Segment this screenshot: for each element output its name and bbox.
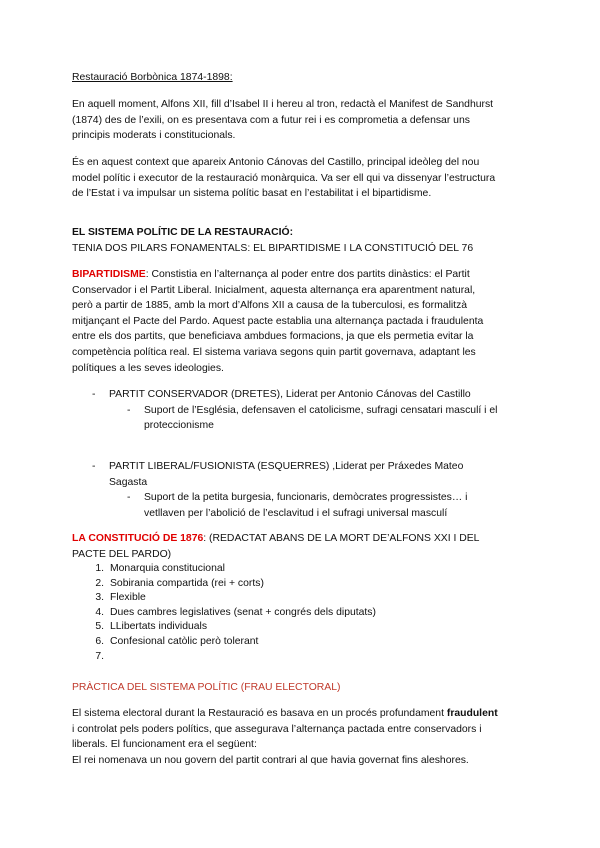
bipartidisme-paragraph bbox=[72, 267, 530, 376]
practica-heading-block bbox=[72, 680, 530, 696]
text-line: El rei nomenava un nou govern del partit contrari al que havia governat fins aleshores. bbox=[72, 754, 469, 766]
party-name: PARTIT CONSERVADOR (DRETES), Liderat per Antonio Cánovas del Castillo bbox=[109, 389, 471, 400]
party-name: Sagasta bbox=[109, 476, 148, 488]
party-detail: vetllaven per l’abolició de l’esclavitud i el sufragi universal masculí bbox=[144, 507, 448, 519]
heading-block bbox=[72, 70, 530, 86]
section-subtitle: TENIA DOS PILARS FONAMENTALS: EL BIPARTIDISME I LA CONSTITUCIÓ DEL 76 bbox=[72, 242, 474, 254]
intro-paragraph-1 bbox=[72, 97, 530, 144]
text-line: Conservador i el Partit Liberal. Inicialment, aquesta alternança era aparentment natural, bbox=[72, 284, 476, 296]
practica-title: PRÀCTICA DEL SISTEMA POLÍTIC (FRAU ELECTORAL) bbox=[72, 682, 341, 693]
bipartidisme-label: BIPARTIDISME bbox=[72, 269, 146, 280]
party-detail: Suport de la petita burgesia, funcionaris, demòcrates progressistes… i bbox=[144, 492, 468, 504]
bold-word: fraudulent bbox=[446, 708, 498, 719]
party-liberal bbox=[92, 459, 532, 523]
page-heading: Restauració Borbònica 1874-1898: bbox=[72, 72, 233, 83]
bullet-dash: - bbox=[92, 461, 96, 472]
party-detail: Suport de l’Església, defensaven el catolicisme, sufragi censatari masculí i el bbox=[144, 404, 498, 416]
constitucio-label: LA CONSTITUCIÓ DE 1876 bbox=[72, 533, 204, 544]
intro-paragraph-2 bbox=[72, 155, 530, 202]
text-line: : Constistia en l’alternança al poder entre dos partits dinàstics: el Partit bbox=[145, 269, 470, 280]
text-line: competència política real. El sistema variava segons quin partit governava, adaptant les bbox=[72, 346, 476, 358]
text-line: mitjançant el Pacte del Pardo. Aquest pacte establia una alternança pactada i fraudulenta bbox=[72, 315, 484, 327]
text-line: És en aquest context que apareix Antonio Cánovas del Castillo, principal ideòleg del nou bbox=[72, 157, 480, 168]
text-line: model polític i executor de la restauració monàrquica. Va ser ell qui va dissenyar l’estructura bbox=[72, 172, 496, 184]
party-name: PARTIT LIBERAL/FUSIONISTA (ESQUERRES) ,Liderat per Práxedes Mateo bbox=[109, 461, 464, 472]
document-page: Restauració Borbònica 1874-1898: En aquell moment, Alfons XII, fill d’Isabel II i hereu al tron, redactà el Manifest de Sandhurst (1874) des de l’exili, on es presentava com a futur rei i es comprometia a defensar uns principis moderats i constitucionals. És en aquest context que apareix Antonio Cánovas del Castillo, principal ideòleg del nou model polític i executor de la restauració monàrquica. Va ser ell qui va dissenyar l’estructura de l’Estat i va impulsar un sistema polític basat en l’estabilitat i el bipartidisme. EL SISTEMA POLÍTIC DE LA RESTAURACIÓ: TENIA DOS PILARS FONAMENTALS: EL BIPARTIDISME I LA CONSTITUCIÓ DEL 76 BIPARTIDISME: Constistia en l’alternança al poder entre dos partits dinàstics: el Partit Conservador i el Partit Liberal. Inicialment, aquesta alternança era aparentment natural, però a partir de 1885, amb la mort d’Alfons XII a causa de la tuberculosi, es formalitzà mitjançant el Pacte del Pardo. Aquest pacte establia una alternança pactada i fraudulenta entre els dos partits, que beneficiava ambdues formacions, ja que els permetia evitar la competència política real. El sistema variava segons quin partit governava, adaptant les polítiques a les seves ideologies. - PARTIT CONSERVADOR (DRETES), Liderat per Antonio Cánovas del Castillo - Suport de l’Església, defensaven el catolicisme, sufragi censatari masculí i el proteccionisme - PARTIT LIBERAL/FUSIONISTA (ESQUERRES) ,Liderat per Práxedes Mateo Sagasta - Suport de la petita burgesia, funcionaris, demòcrates progressistes… i vetllaven per l’abolició de l’esclavitud i el sufragi universal masculí LA CONSTITUCIÓ DE 1876: (REDACTAT ABANS DE LA MORT DE’ALFONS XXI I DEL PACTE DEL PARDO) 1. Monarquia constitucional 2. Sobirania compartida (rei + corts) 3. Flexible 4. Dues cambres legislatives (senat + congrés dels diputats) 5. LLibertats individuals 6. Confesional catòlic però tolerant 7. PRÀCTICA DEL SISTEMA POLÍTIC (FRAU ELECTORAL) El sistema electoral durant la Restauració es basava en un procés profundament fraudulent i controlat pels poders polítics, que assegurava l’alternança pactada entre conservadors i liberals. El funcionament era el següent: El rei nomenava un nou govern del partit contrari al que havia governat fins aleshores. bbox=[0, 0, 600, 848]
text-line: principis moderats i constitucionals. bbox=[72, 130, 236, 142]
practica-paragraph bbox=[72, 706, 530, 768]
constitucio-heading bbox=[72, 531, 530, 562]
party-detail: proteccionisme bbox=[144, 420, 214, 432]
text-line: En aquell moment, Alfons XII, fill d’Isabel II i hereu al tron, redactà el Manifest de Sandhurst bbox=[72, 99, 494, 110]
text-line: entre els dos partits, que beneficiava ambdues formacions, ja que els permetia evitar la bbox=[72, 331, 474, 343]
text-line: PACTE DEL PARDO) bbox=[72, 548, 172, 560]
section-title-block bbox=[72, 225, 530, 256]
section-title: EL SISTEMA POLÍTIC DE LA RESTAURACIÓ: bbox=[72, 227, 294, 238]
text-line: i controlat pels poders polítics, que assegurava l’alternança pactada entre conservadors i bbox=[72, 723, 482, 735]
bullet-dash: - bbox=[127, 492, 131, 504]
text-line: liberals. El funcionament era el següent: bbox=[72, 739, 257, 751]
party-conservador bbox=[92, 387, 532, 432]
bullet-dash: - bbox=[127, 404, 131, 416]
text-line: (1874) des de l’exili, on es presentava com a futur rei i es comprometia a defensar uns bbox=[72, 114, 470, 126]
text-line: però a partir de 1885, amb la mort d’Alfons XII a causa de la tuberculosi, es formalitzà bbox=[72, 300, 468, 312]
text-line: : (REDACTAT ABANS DE LA MORT DE’ALFONS XXI I DEL bbox=[203, 533, 480, 544]
bullet-dash: - bbox=[92, 389, 96, 400]
text-line: polítiques a les seves ideologies. bbox=[72, 362, 224, 374]
text-line: El sistema electoral durant la Restauració es basava en un procés profundament bbox=[72, 708, 447, 719]
text-line: de l’Estat i va impulsar un sistema polític basat en l’estabilitat i el bipartidisme. bbox=[72, 188, 432, 200]
